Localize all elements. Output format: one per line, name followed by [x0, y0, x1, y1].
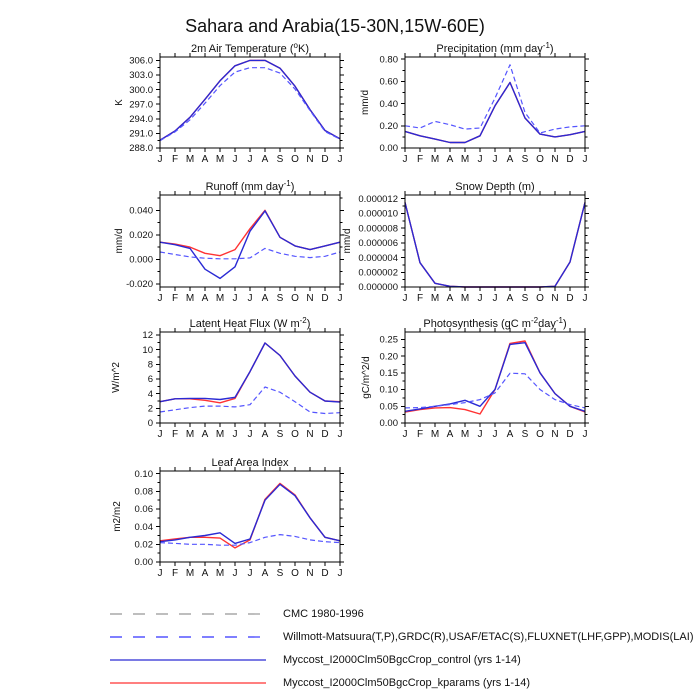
- lhf-month-label: M: [215, 429, 225, 440]
- temp-month-label: N: [306, 154, 314, 165]
- lai-control-line: [160, 484, 340, 543]
- snow-ytick-label: 0.000006: [358, 238, 398, 250]
- legend-label-control: Myccost_I2000Clm50BgcCrop_control (yrs 1-14): [283, 653, 521, 666]
- snow-month-label: A: [506, 293, 514, 304]
- lhf-plot-box: [160, 332, 340, 423]
- lhf-month-label: J: [157, 429, 163, 440]
- precip-kparams-line: [405, 83, 585, 143]
- snow-month-label: D: [566, 293, 574, 304]
- precip-month-label: N: [551, 154, 559, 165]
- runoff-month-label: M: [185, 293, 195, 304]
- runoff-ytick-label: 0.000: [129, 254, 153, 266]
- temp-month-label: J: [157, 154, 163, 165]
- snow-month-label: A: [446, 293, 454, 304]
- precip-title: Precipitation (mm day$^{-1}$): [436, 41, 554, 55]
- runoff-ticks: [156, 191, 344, 291]
- runoff-title: Runoff (mm day$^{-1}$): [205, 179, 295, 193]
- photo-title: Photosynthesis (gC $m^{-2}day^{-1}$): [423, 316, 567, 330]
- photo-month-label: O: [536, 429, 544, 440]
- temp-ylabel: K: [114, 99, 125, 106]
- precip-month-label: A: [446, 154, 454, 165]
- lai-month-label: M: [215, 568, 225, 579]
- runoff-ytick-label: 0.020: [129, 230, 153, 242]
- panel-lai: [112, 457, 344, 579]
- snow-ytick-label: 0.000004: [358, 252, 398, 264]
- photo-control-line: [405, 343, 585, 412]
- photo-ticks: [401, 328, 589, 427]
- temp-ytick-label: 294.0: [129, 114, 153, 126]
- runoff-month-label: N: [306, 293, 314, 304]
- photo-month-label: A: [446, 429, 454, 440]
- kparams-line-icon: [108, 679, 268, 687]
- snow-month-label: M: [460, 293, 470, 304]
- control-line-icon: [108, 656, 268, 664]
- temp-month-label: J: [337, 154, 343, 165]
- snow-month-label: J: [582, 293, 588, 304]
- legend-row-obs: [108, 625, 694, 648]
- lai-month-label: M: [185, 568, 195, 579]
- legend-row-cmc: [108, 602, 668, 625]
- panel-runoff: [114, 179, 344, 304]
- lhf-ylabel: W/m^2: [111, 362, 122, 393]
- temp-obs-line: [160, 68, 340, 141]
- lhf-ytick-label: 2: [147, 403, 153, 415]
- panel-temp: [114, 41, 344, 165]
- lai-month-label: N: [306, 568, 314, 579]
- page-title: Sahara and Arabia(15-30N,15W-60E): [185, 16, 485, 36]
- runoff-control-line: [160, 211, 340, 279]
- photo-ytick-label: 0.10: [379, 384, 398, 396]
- runoff-month-label: J: [232, 293, 238, 304]
- lai-month-label: S: [276, 568, 284, 579]
- lai-month-label: A: [201, 568, 209, 579]
- legend-label-kparams: Myccost_I2000Clm50BgcCrop_kparams (yrs 1-14): [283, 676, 530, 689]
- photo-month-label: A: [506, 429, 514, 440]
- precip-month-label: F: [416, 154, 424, 165]
- lai-ytick-label: 0.00: [134, 557, 153, 569]
- snow-month-label: J: [477, 293, 483, 304]
- lhf-ytick-label: 10: [142, 344, 153, 356]
- legend-label-obs: Willmott-Matsuura(T,P),GRDC(R),USAF/ETAC(S),FLUXNET(LHF,GPP),MODIS(LAI): [283, 630, 694, 643]
- precip-month-label: D: [566, 154, 574, 165]
- snow-ytick-label: 0.000000: [358, 282, 398, 294]
- lhf-month-label: O: [291, 429, 299, 440]
- lai-ticks: [156, 467, 344, 566]
- photo-month-label: J: [492, 429, 498, 440]
- lai-ytick-label: 0.08: [134, 486, 153, 498]
- snow-kparams-line: [405, 202, 585, 287]
- lai-month-label: J: [247, 568, 253, 579]
- photo-ytick-label: 0.05: [379, 401, 398, 413]
- lai-month-label: F: [171, 568, 179, 579]
- legend-row-kparams: [108, 671, 668, 694]
- runoff-ylabel: mm/d: [114, 228, 125, 254]
- precip-plot-box: [405, 57, 585, 148]
- lai-title: Leaf Area Index: [211, 457, 289, 469]
- lhf-month-label: N: [306, 429, 314, 440]
- photo-kparams-line: [405, 341, 585, 414]
- precip-ytick-label: 0.00: [379, 143, 398, 155]
- lai-plot-box: [160, 471, 340, 562]
- runoff-month-label: J: [337, 293, 343, 304]
- snow-ytick-label: 0.000002: [358, 267, 398, 279]
- precip-ylabel: mm/d: [360, 90, 371, 115]
- lhf-month-label: A: [201, 429, 209, 440]
- lhf-month-label: J: [247, 429, 253, 440]
- precip-month-label: J: [492, 154, 498, 165]
- snow-ytick-label: 0.000008: [358, 223, 398, 235]
- lhf-month-label: M: [185, 429, 195, 440]
- temp-month-label: S: [276, 154, 284, 165]
- runoff-month-label: S: [276, 293, 284, 304]
- panel-photo: [361, 316, 589, 440]
- precip-ytick-label: 0.60: [379, 76, 398, 88]
- temp-ytick-label: 303.0: [129, 70, 153, 82]
- temp-month-label: F: [171, 154, 179, 165]
- lhf-title: Latent Heat Flux (W $m^{-2}$): [189, 316, 311, 330]
- temp-month-label: J: [247, 154, 253, 165]
- photo-plot-box: [405, 332, 585, 423]
- photo-month-label: M: [430, 429, 440, 440]
- temp-ytick-label: 297.0: [129, 99, 153, 111]
- precip-ytick-label: 0.80: [379, 54, 398, 66]
- lai-ytick-label: 0.02: [134, 539, 153, 551]
- snow-month-label: J: [402, 293, 408, 304]
- temp-plot-box: [160, 57, 340, 148]
- lhf-ytick-label: 12: [142, 330, 153, 342]
- runoff-obs-line: [160, 248, 340, 258]
- precip-control-line: [405, 83, 585, 143]
- snow-control-line: [405, 202, 585, 287]
- runoff-month-label: J: [247, 293, 253, 304]
- lhf-ytick-label: 4: [147, 388, 153, 400]
- precip-month-label: J: [477, 154, 483, 165]
- snow-month-label: S: [521, 293, 529, 304]
- runoff-month-label: F: [171, 293, 179, 304]
- lai-month-label: A: [261, 568, 269, 579]
- runoff-plot-box: [160, 195, 340, 287]
- temp-month-label: D: [321, 154, 329, 165]
- photo-ytick-label: 0.00: [379, 418, 398, 430]
- precip-month-label: J: [582, 154, 588, 165]
- precip-month-label: M: [430, 154, 440, 165]
- panel-precip: [360, 41, 589, 165]
- runoff-ytick-label: -0.020: [126, 279, 153, 291]
- runoff-ytick-label: 0.040: [129, 205, 153, 217]
- lhf-month-label: J: [232, 429, 238, 440]
- lai-month-label: J: [337, 568, 343, 579]
- lai-month-label: D: [321, 568, 329, 579]
- snow-month-label: M: [430, 293, 440, 304]
- temp-month-label: A: [201, 154, 209, 165]
- snow-month-label: J: [492, 293, 498, 304]
- temp-month-label: J: [232, 154, 238, 165]
- photo-month-label: N: [551, 429, 559, 440]
- temp-kparams-line: [160, 60, 340, 140]
- precip-month-label: O: [536, 154, 544, 165]
- lai-ytick-label: 0.04: [134, 521, 153, 533]
- lai-ytick-label: 0.06: [134, 504, 153, 516]
- precip-obs-line: [405, 65, 585, 133]
- precip-ytick-label: 0.40: [379, 98, 398, 110]
- snow-ytick-label: 0.000012: [358, 193, 398, 205]
- lhf-month-label: F: [171, 429, 179, 440]
- precip-month-label: J: [402, 154, 408, 165]
- panel-lhf: [111, 316, 344, 440]
- precip-month-label: A: [506, 154, 514, 165]
- snow-month-label: O: [536, 293, 544, 304]
- temp-control-line: [160, 60, 340, 140]
- snow-title: Snow Depth (m): [455, 181, 535, 193]
- temp-ytick-label: 291.0: [129, 128, 153, 140]
- photo-month-label: J: [477, 429, 483, 440]
- precip-month-label: S: [521, 154, 529, 165]
- lhf-month-label: A: [261, 429, 269, 440]
- photo-month-label: J: [402, 429, 408, 440]
- lhf-ytick-label: 0: [147, 418, 153, 430]
- temp-ytick-label: 300.0: [129, 84, 153, 96]
- temp-ytick-label: 288.0: [129, 143, 153, 155]
- temp-month-label: M: [215, 154, 225, 165]
- photo-ytick-label: 0.20: [379, 351, 398, 363]
- legend: [108, 602, 694, 694]
- legend-label-cmc: CMC 1980-1996: [283, 607, 364, 620]
- runoff-month-label: O: [291, 293, 299, 304]
- snow-ylabel: mm/d: [342, 228, 353, 254]
- lai-month-label: J: [157, 568, 163, 579]
- lhf-month-label: S: [276, 429, 284, 440]
- snow-plot-box: [405, 195, 585, 287]
- runoff-month-label: M: [215, 293, 225, 304]
- temp-month-label: M: [185, 154, 195, 165]
- lhf-ytick-label: 6: [147, 374, 153, 386]
- runoff-month-label: A: [261, 293, 269, 304]
- precip-ytick-label: 0.20: [379, 121, 398, 133]
- legend-row-control: [108, 648, 668, 671]
- runoff-month-label: D: [321, 293, 329, 304]
- snow-month-label: N: [551, 293, 559, 304]
- snow-month-label: F: [416, 293, 424, 304]
- temp-month-label: O: [291, 154, 299, 165]
- temp-title: 2m Air Temperature ($^o$K): [191, 41, 309, 55]
- photo-month-label: J: [582, 429, 588, 440]
- panel-snow: [342, 181, 589, 304]
- photo-ylabel: gC/m^2/d: [361, 356, 372, 399]
- lhf-obs-line: [160, 387, 340, 414]
- precip-month-label: M: [460, 154, 470, 165]
- photo-ytick-label: 0.25: [379, 334, 398, 346]
- runoff-month-label: J: [157, 293, 163, 304]
- temp-ticks: [156, 53, 344, 152]
- photo-month-label: S: [521, 429, 529, 440]
- photo-month-label: F: [416, 429, 424, 440]
- temp-month-label: A: [261, 154, 269, 165]
- snow-ytick-label: 0.000010: [358, 208, 398, 220]
- lhf-month-label: J: [337, 429, 343, 440]
- lai-ylabel: m2/m2: [112, 501, 123, 532]
- photo-month-label: M: [460, 429, 470, 440]
- obs-line-icon: [108, 633, 268, 641]
- temp-ytick-label: 306.0: [129, 55, 153, 67]
- lhf-month-label: D: [321, 429, 329, 440]
- photo-month-label: D: [566, 429, 574, 440]
- lai-month-label: J: [232, 568, 238, 579]
- cmc-line-icon: [108, 610, 268, 618]
- lai-month-label: O: [291, 568, 299, 579]
- lai-ytick-label: 0.10: [134, 468, 153, 480]
- runoff-month-label: A: [201, 293, 209, 304]
- photo-ytick-label: 0.15: [379, 368, 398, 380]
- lhf-control-line: [160, 343, 340, 402]
- lhf-ytick-label: 8: [147, 359, 153, 371]
